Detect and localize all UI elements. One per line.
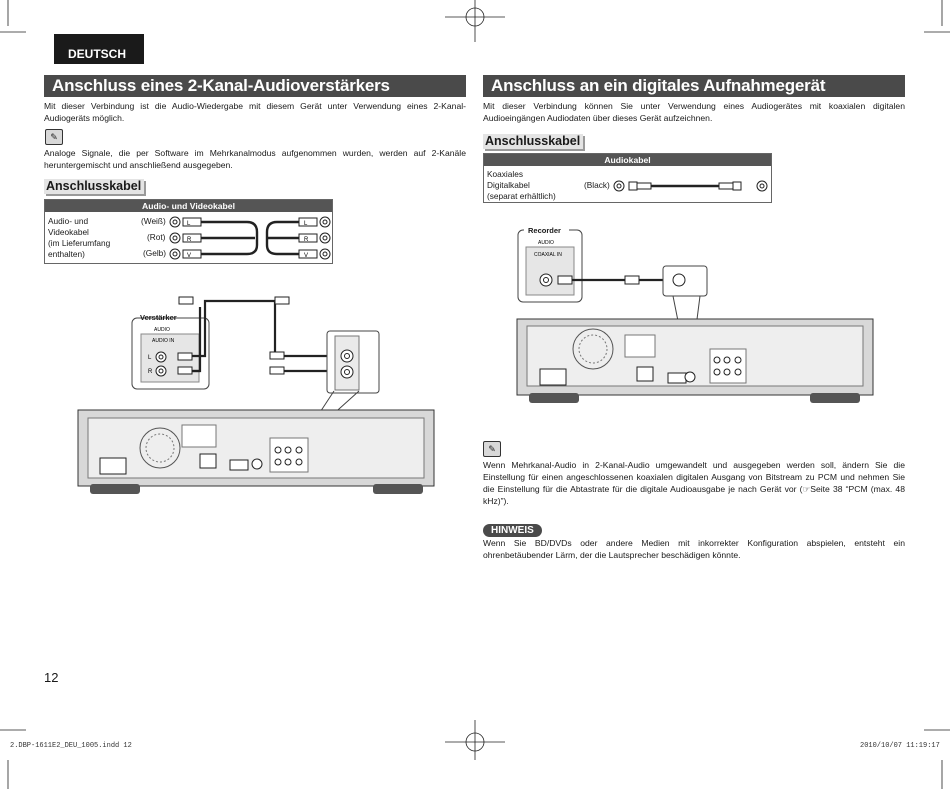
- left-intro-text: Mit dieser Verbindung ist die Audio-Wiedergabe mit diesem Gerät unter Verwendung eines 2-Kanal-Audiogeräts möglich.: [44, 101, 466, 123]
- amplifier-channel-r: R: [148, 369, 153, 375]
- cable-color-weiss: (Weiß): [141, 216, 166, 226]
- recorder-input-label: COAXIAL IN: [534, 252, 562, 258]
- right-intro-text: Mit dieser Verbindung können Sie unter Verwendung eines Audiogerätes mit koaxialen digitalen Audioeingängen Audiodaten über dieses Gerät aufzeichnen.: [483, 101, 905, 123]
- plug-label-v: V: [304, 253, 309, 259]
- right-cable-heading-label: Anschlusskabel: [483, 134, 583, 149]
- right-cable-box: [483, 153, 772, 203]
- plug-label-l: L: [187, 221, 191, 227]
- av-cable-illustration: [167, 213, 333, 263]
- amplifier-section-label: AUDIO: [154, 327, 170, 333]
- left-note-text: Analoge Signale, die per Software im Mehrkanalmodus aufgenommen wurden, werden auf 2-Kanäle heruntergemischt und anschließend ausgegeben.: [44, 148, 466, 170]
- right-cable-desc: [487, 169, 556, 202]
- cable-color-rot: (Rot): [147, 232, 166, 242]
- cable-color-black: (Black): [584, 180, 610, 190]
- right-cable-desc-line: Digitalkabel: [487, 180, 530, 190]
- amplifier-title: Verstärker: [140, 313, 177, 322]
- footer-datetime: 2010/10/07 11:19:17: [860, 742, 940, 750]
- hinweis-text: Wenn Sie BD/DVDs oder andere Medien mit inkorrekter Konfiguration abspielen, entsteht ein ohrenbetäubender Lärm, der die Lautsprecher beschädigen könnte.: [483, 538, 905, 560]
- right-cable-box-header: Audiokabel: [484, 154, 771, 166]
- footer-file-info: 2.DBP-1611E2_DEU_1005.indd 12: [10, 742, 132, 750]
- plug-label-r: R: [304, 237, 309, 243]
- left-cable-desc-line: enthalten): [48, 249, 85, 259]
- left-cable-heading-label: Anschlusskabel: [44, 179, 144, 194]
- hinweis-label: HINWEIS: [483, 524, 542, 537]
- left-connection-diagram: [70, 290, 445, 500]
- plug-label-v: V: [187, 253, 192, 259]
- coaxial-cable-illustration: [611, 176, 771, 196]
- language-tab: DEUTSCH: [54, 34, 144, 64]
- right-cable-desc-line: Koaxiales: [487, 169, 523, 179]
- left-cable-box-header: Audio- und Videokabel: [45, 200, 332, 212]
- left-cable-heading: [44, 177, 144, 195]
- amplifier-input-label: AUDIO IN: [152, 338, 175, 344]
- left-cable-desc-line: Audio- und: [48, 216, 89, 226]
- right-connection-diagram: [510, 223, 880, 413]
- plug-label-l: L: [304, 221, 308, 227]
- right-cable-desc-line: (separat erhältlich): [487, 191, 556, 201]
- cable-color-gelb: (Gelb): [143, 248, 167, 258]
- left-cable-desc: [48, 216, 110, 260]
- left-section-title: Anschluss eines 2-Kanal-Audioverstärkers: [44, 75, 466, 97]
- note-icon: ✎: [45, 129, 63, 145]
- left-cable-desc-line: Videokabel: [48, 227, 89, 237]
- hinweis-badge: [483, 520, 542, 538]
- note-icon: ✎: [483, 441, 501, 457]
- amplifier-channel-l: L: [148, 355, 152, 361]
- right-section-title: Anschluss an ein digitales Aufnahmegerät: [483, 75, 905, 97]
- page-number: 12: [44, 670, 59, 685]
- recorder-title: Recorder: [528, 226, 561, 235]
- right-cable-heading: [483, 132, 583, 150]
- right-note-text: Wenn Mehrkanal-Audio in 2-Kanal-Audio umgewandelt und ausgegeben werden soll, ändern Sie die Einstellung für einen angeschlossenen koaxialen digitalen Ausgang von Bitstream zu PCM und nehmen Sie die Einstellung für die Abtastrate für die digitale Audioausgabe je nach Gerät vor (☞Seite 38 “PCM (max. 48 kHz)”).: [483, 460, 905, 506]
- recorder-section-label: AUDIO: [538, 240, 554, 246]
- left-cable-box: [44, 199, 333, 264]
- plug-label-r: R: [187, 237, 192, 243]
- left-cable-desc-line: (im Lieferumfang: [48, 238, 111, 248]
